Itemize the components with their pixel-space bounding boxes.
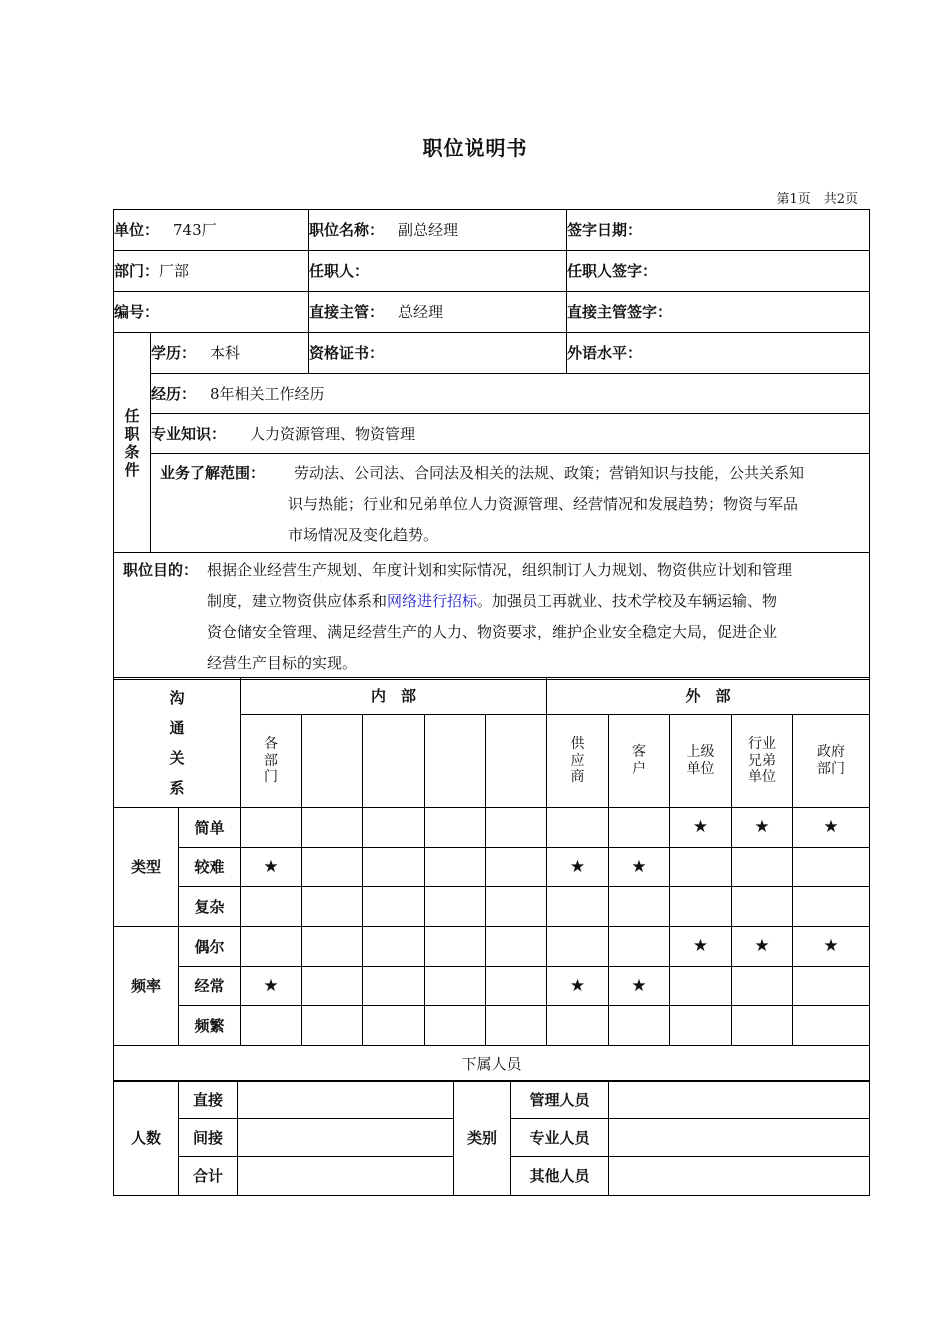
- column-header-line: 户: [632, 761, 647, 777]
- count-label: 人数: [114, 1081, 179, 1196]
- empty-mark-cell: [547, 1006, 609, 1046]
- star-mark: ★: [547, 848, 609, 887]
- supervisor-value: 总经理: [398, 303, 444, 321]
- bidding-link[interactable]: 网络进行招标: [387, 592, 478, 610]
- communication-column-header: [302, 715, 363, 808]
- empty-mark-cell: [425, 967, 486, 1006]
- frequency-row: [114, 967, 870, 1006]
- education-cell: [151, 333, 309, 374]
- business-line: 劳动法、公司法、合同法及相关的法规、政策；营销知识与技能，公共关系知: [294, 463, 805, 482]
- communication-column-header: [547, 715, 609, 808]
- column-header-line: 客: [632, 744, 647, 761]
- star-mark: ★: [609, 848, 670, 887]
- experience-value: 8年相关工作经历: [210, 384, 325, 403]
- empty-mark-cell: [363, 1006, 425, 1046]
- empty-mark-cell: [241, 927, 302, 967]
- unit-cell: [114, 210, 309, 251]
- type-row: [114, 808, 870, 848]
- empty-mark-cell: [732, 1006, 793, 1046]
- type-row: [114, 848, 870, 887]
- dept-value: 厂部: [159, 262, 190, 280]
- unit-value: 743厂: [173, 221, 217, 239]
- code-cell: [114, 292, 309, 333]
- empty-mark-cell: [425, 848, 486, 887]
- column-header-line: 供: [570, 735, 585, 752]
- frequency-label: 频率: [114, 927, 179, 1046]
- communication-column-header: [363, 715, 425, 808]
- category-value-cell: [609, 1157, 870, 1196]
- category-value-cell: [609, 1081, 870, 1119]
- column-header-line: 行业: [748, 735, 777, 752]
- empty-mark-cell: [793, 1006, 870, 1046]
- empty-mark-cell: [425, 887, 486, 927]
- empty-mark-cell: [363, 848, 425, 887]
- experience-cell: [151, 374, 870, 414]
- empty-mark-cell: [547, 887, 609, 927]
- category-row-label: 管理人员: [511, 1081, 609, 1119]
- star-mark: ★: [609, 967, 670, 1006]
- sign-date-label: 签字日期：: [567, 221, 643, 239]
- holder-sign-label: 任职人签字：: [567, 262, 658, 280]
- communication-column-header: [486, 715, 547, 808]
- empty-mark-cell: [486, 887, 547, 927]
- column-header-line: 部门: [817, 761, 846, 777]
- star-mark: ★: [547, 967, 609, 1006]
- empty-mark-cell: [547, 808, 609, 848]
- purpose-label: 职位目的：: [123, 561, 199, 579]
- empty-mark-cell: [609, 887, 670, 927]
- empty-mark-cell: [732, 887, 793, 927]
- certificate-label: 资格证书：: [309, 344, 385, 362]
- empty-mark-cell: [547, 927, 609, 967]
- empty-mark-cell: [609, 927, 670, 967]
- type-row-label: 较难: [179, 848, 241, 887]
- column-header-line: 兄弟: [748, 752, 777, 769]
- type-row-label: 复杂: [179, 887, 241, 927]
- internal-header: 内 部: [241, 678, 547, 715]
- empty-mark-cell: [486, 808, 547, 848]
- empty-mark-cell: [302, 887, 363, 927]
- purpose-cell: [114, 553, 870, 680]
- business-cell: [151, 454, 870, 553]
- communication-column-header: [793, 715, 870, 808]
- business-label: 业务了解范围：: [160, 463, 266, 482]
- type-row-label: 简单: [179, 808, 241, 848]
- column-header-line: 上级: [686, 744, 715, 761]
- knowledge-cell: [151, 414, 870, 454]
- category-row-label: 专业人员: [511, 1119, 609, 1157]
- empty-mark-cell: [425, 808, 486, 848]
- count-row-label: 合计: [179, 1157, 238, 1196]
- communication-column-header: [241, 715, 302, 808]
- count-row-label: 间接: [179, 1119, 238, 1157]
- page-info: 第1页 共2页: [776, 192, 858, 207]
- column-header-line: 单位: [748, 769, 777, 786]
- empty-mark-cell: [241, 887, 302, 927]
- empty-mark-cell: [241, 1006, 302, 1046]
- experience-label: 经历：: [151, 384, 197, 403]
- position-value: 副总经理: [398, 221, 459, 239]
- empty-mark-cell: [793, 887, 870, 927]
- dept-label: 部门：: [114, 262, 160, 280]
- type-row: [114, 887, 870, 927]
- business-line: 识与热能；行业和兄弟单位人力资源管理、经营情况和发展趋势；物资与军品: [288, 494, 799, 513]
- star-mark: ★: [732, 927, 793, 967]
- language-label: 外语水平：: [567, 344, 643, 362]
- sign-date-cell: [567, 210, 870, 251]
- education-label: 学历：: [151, 344, 197, 362]
- star-mark: ★: [793, 808, 870, 848]
- empty-mark-cell: [486, 967, 547, 1006]
- empty-mark-cell: [425, 927, 486, 967]
- communication-table: [113, 677, 870, 1082]
- column-header-line: 门: [264, 769, 279, 786]
- code-label: 编号：: [114, 303, 160, 321]
- empty-mark-cell: [363, 927, 425, 967]
- count-row-label: 直接: [179, 1081, 238, 1119]
- purpose-line: 资仓储安全管理、满足经营生产的人力、物资要求，维护企业安全稳定大局，促进企业: [207, 623, 778, 641]
- dept-cell: [114, 251, 309, 292]
- empty-mark-cell: [609, 808, 670, 848]
- purpose-line: 制度，建立物资供应体系和网络进行招标。加强员工再就业、技术学校及车辆运输、物: [207, 592, 778, 610]
- qualifications-side-label: 任 职 条 件: [114, 333, 151, 553]
- purpose-line: 经营生产目标的实现。: [207, 654, 358, 672]
- empty-mark-cell: [302, 927, 363, 967]
- column-header-line: 各: [264, 735, 279, 752]
- star-mark: ★: [670, 927, 732, 967]
- star-mark: ★: [241, 848, 302, 887]
- empty-mark-cell: [302, 1006, 363, 1046]
- job-info-table: [113, 209, 870, 680]
- column-header-line: 商: [570, 769, 585, 786]
- empty-mark-cell: [241, 808, 302, 848]
- star-mark: ★: [241, 967, 302, 1006]
- position-label: 职位名称：: [309, 221, 385, 239]
- communication-column-header: [732, 715, 793, 808]
- empty-mark-cell: [486, 1006, 547, 1046]
- star-mark: ★: [670, 808, 732, 848]
- communication-side-label: 沟 通 关 系: [114, 678, 241, 808]
- empty-mark-cell: [486, 848, 547, 887]
- certificate-cell: [309, 333, 567, 374]
- empty-mark-cell: [793, 967, 870, 1006]
- empty-mark-cell: [425, 1006, 486, 1046]
- count-value-cell: [238, 1081, 454, 1119]
- subordinates-table: [113, 1080, 870, 1196]
- column-header-line: 部: [264, 752, 279, 769]
- type-label: 类型: [114, 808, 179, 927]
- empty-mark-cell: [670, 1006, 732, 1046]
- supervisor-sign-cell: [567, 292, 870, 333]
- empty-mark-cell: [363, 967, 425, 1006]
- empty-mark-cell: [670, 967, 732, 1006]
- column-header-line: 政府: [817, 744, 846, 761]
- empty-mark-cell: [486, 927, 547, 967]
- empty-mark-cell: [302, 808, 363, 848]
- knowledge-value: 人力资源管理、物资管理: [250, 424, 416, 443]
- communication-column-header: [425, 715, 486, 808]
- frequency-row: [114, 1006, 870, 1046]
- column-header-line: 单位: [686, 761, 715, 777]
- supervisor-label: 直接主管：: [309, 303, 385, 321]
- category-row-label: 其他人员: [511, 1157, 609, 1196]
- frequency-row-label: 频繁: [179, 1006, 241, 1046]
- count-value-cell: [238, 1119, 454, 1157]
- purpose-line: 根据企业经营生产规划、年度计划和实际情况，组织制订人力规划、物资供应计划和管理: [207, 561, 793, 579]
- category-label: 类别: [454, 1081, 511, 1196]
- communication-column-header: [670, 715, 732, 808]
- count-value-cell: [238, 1157, 454, 1196]
- empty-mark-cell: [670, 848, 732, 887]
- external-header: 外 部: [547, 678, 870, 715]
- supervisor-sign-label: 直接主管签字：: [567, 303, 673, 321]
- holder-cell: [309, 251, 567, 292]
- business-line: 市场情况及变化趋势。: [288, 525, 439, 544]
- empty-mark-cell: [732, 967, 793, 1006]
- communication-column-header: [609, 715, 670, 808]
- holder-label: 任职人：: [309, 262, 370, 280]
- frequency-row-label: 偶尔: [179, 927, 241, 967]
- empty-mark-cell: [302, 848, 363, 887]
- empty-mark-cell: [732, 848, 793, 887]
- document-title: 职位说明书: [422, 136, 528, 160]
- empty-mark-cell: [793, 848, 870, 887]
- empty-mark-cell: [302, 967, 363, 1006]
- position-cell: [309, 210, 567, 251]
- knowledge-label: 专业知识：: [151, 424, 227, 443]
- empty-mark-cell: [670, 887, 732, 927]
- empty-mark-cell: [609, 1006, 670, 1046]
- frequency-row-label: 经常: [179, 967, 241, 1006]
- subordinates-header: 下属人员: [114, 1046, 870, 1082]
- language-cell: [567, 333, 870, 374]
- star-mark: ★: [793, 927, 870, 967]
- empty-mark-cell: [363, 808, 425, 848]
- star-mark: ★: [732, 808, 793, 848]
- education-value: 本科: [210, 344, 241, 362]
- unit-label: 单位：: [114, 221, 160, 239]
- holder-sign-cell: [567, 251, 870, 292]
- supervisor-cell: [309, 292, 567, 333]
- empty-mark-cell: [363, 887, 425, 927]
- column-header-line: 应: [570, 752, 585, 769]
- category-value-cell: [609, 1119, 870, 1157]
- frequency-row: [114, 927, 870, 967]
